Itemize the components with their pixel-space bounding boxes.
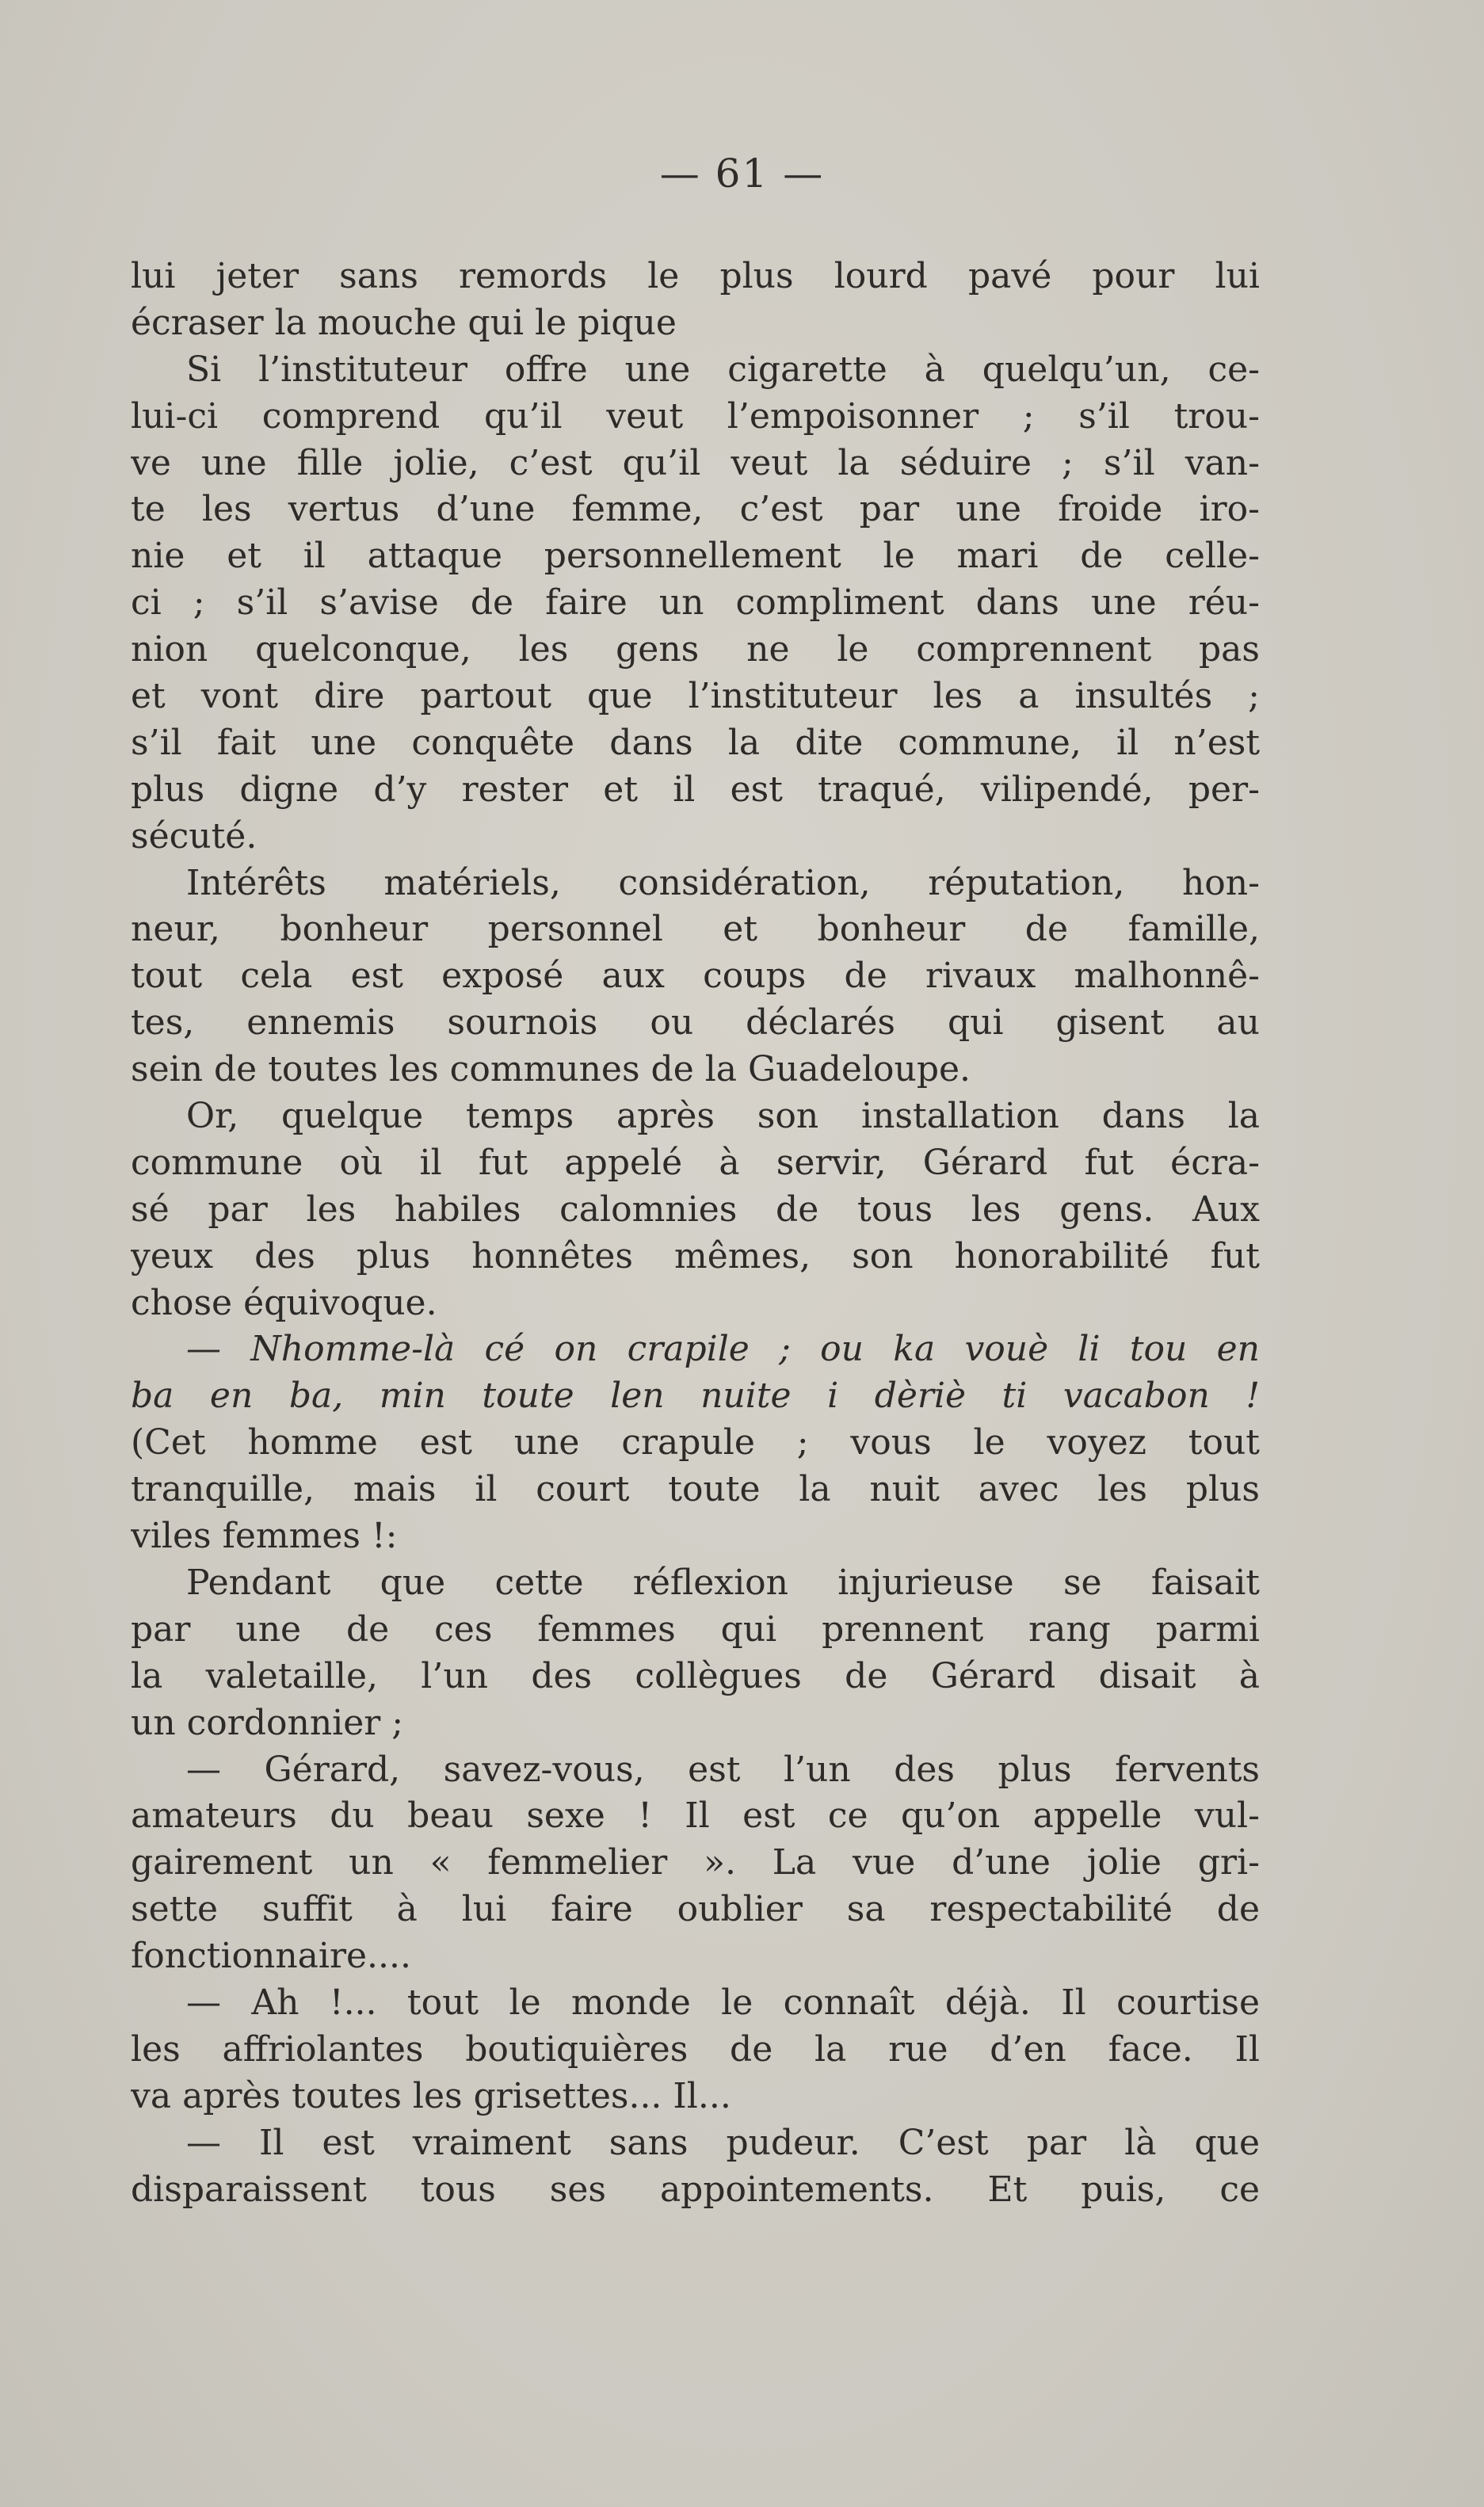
text-line: sécuté.	[131, 815, 258, 857]
text-line: ve une fille jolie, c’est qu’il veut la séduire ; s’il van-	[131, 442, 1260, 483]
text-line: sé par les habiles calomnies de tous les gens. Aux	[131, 1189, 1260, 1230]
text-line: Intérêts matériels, considération, réputation, hon-	[186, 862, 1260, 903]
text-line: tranquille, mais il court toute la nuit avec les plus	[131, 1469, 1260, 1510]
page-number: — 61 —	[659, 151, 825, 197]
text-line: fonctionnaire....	[131, 1936, 411, 1977]
text-line: Pendant que cette réflexion injurieuse se faisait	[186, 1562, 1260, 1603]
text-line: Si l’instituteur offre une cigarette à quelqu’un, ce-	[186, 349, 1260, 390]
text-line: par une de ces femmes qui prennent rang parmi	[131, 1608, 1260, 1650]
text-line: ci ; s’il s’avise de faire un compliment dans une réu-	[131, 582, 1260, 624]
text-line: plus digne d’y rester et il est traqué, vilipendé, per-	[131, 769, 1260, 810]
text-line: te les vertus d’une femme, c’est par une froide iro-	[131, 489, 1260, 530]
text-line: chose équivoque.	[131, 1282, 437, 1323]
text-line: Or, quelque temps après son installation dans la	[186, 1096, 1260, 1137]
text-line: et vont dire partout que l’instituteur les a insultés ;	[131, 676, 1260, 717]
text-line: s’il fait une conquête dans la dite commune, il n’est	[131, 722, 1260, 763]
text-line: nie et il attaque personnellement le mari de celle-	[131, 536, 1260, 577]
text-line: — Il est vraiment sans pudeur. C’est par là que	[186, 2122, 1260, 2163]
text-line: la valetaille, l’un des collègues de Gérard disait à	[131, 1655, 1260, 1696]
text-line: yeux des plus honnêtes mêmes, son honorabilité fut	[131, 1235, 1260, 1276]
text-line: un cordonnier ;	[131, 1702, 404, 1743]
text-line: amateurs du beau sexe ! Il est ce qu’on appelle vul-	[131, 1795, 1260, 1837]
text-line: sein de toutes les communes de la Guadeloupe.	[131, 1049, 971, 1090]
body-text	[131, 254, 1260, 2213]
text-line: disparaissent tous ses appointements. Et puis, ce	[131, 2169, 1260, 2210]
text-line: nion quelconque, les gens ne le comprennent pas	[131, 629, 1260, 670]
text-line: — Ah !... tout le monde le connaît déjà. Il courtise	[186, 1982, 1260, 2023]
text-line: commune où il fut appelé à servir, Gérard fut écra-	[131, 1142, 1260, 1183]
text-line: ba en ba, min toute len nuite i dèriè ti vacabon !	[131, 1376, 1260, 1417]
text-line: lui jeter sans remords le plus lourd pavé pour lui	[131, 256, 1260, 296]
text-line: écraser la mouche qui le pique	[131, 302, 677, 343]
text-line: lui-ci comprend qu’il veut l’empoisonner ; s’il trou-	[131, 395, 1260, 437]
text-line: — Nhomme-là cé on crapile ; ou ka vouè li tou en	[186, 1329, 1260, 1370]
text-line: viles femmes !:	[131, 1516, 398, 1557]
text-line: gairement un « femmelier ». La vue d’une jolie gri-	[131, 1842, 1260, 1883]
text-line: (Cet homme est une crapule ; vous le voyez tout	[131, 1422, 1260, 1463]
text-line: sette suffit à lui faire oublier sa respectabilité de	[131, 1889, 1260, 1930]
text-line: les affriolantes boutiquières de la rue d’en face. Il	[131, 2028, 1260, 2070]
text-line: tes, ennemis sournois ou déclarés qui gisent au	[131, 1002, 1260, 1044]
text-line: — Gérard, savez-vous, est l’un des plus fervents	[186, 1749, 1260, 1790]
text-line: va après toutes les grisettes... Il...	[131, 2075, 731, 2116]
text-line: tout cela est exposé aux coups de rivaux malhonnê-	[131, 956, 1260, 997]
text-line: neur, bonheur personnel et bonheur de famille,	[131, 909, 1260, 950]
